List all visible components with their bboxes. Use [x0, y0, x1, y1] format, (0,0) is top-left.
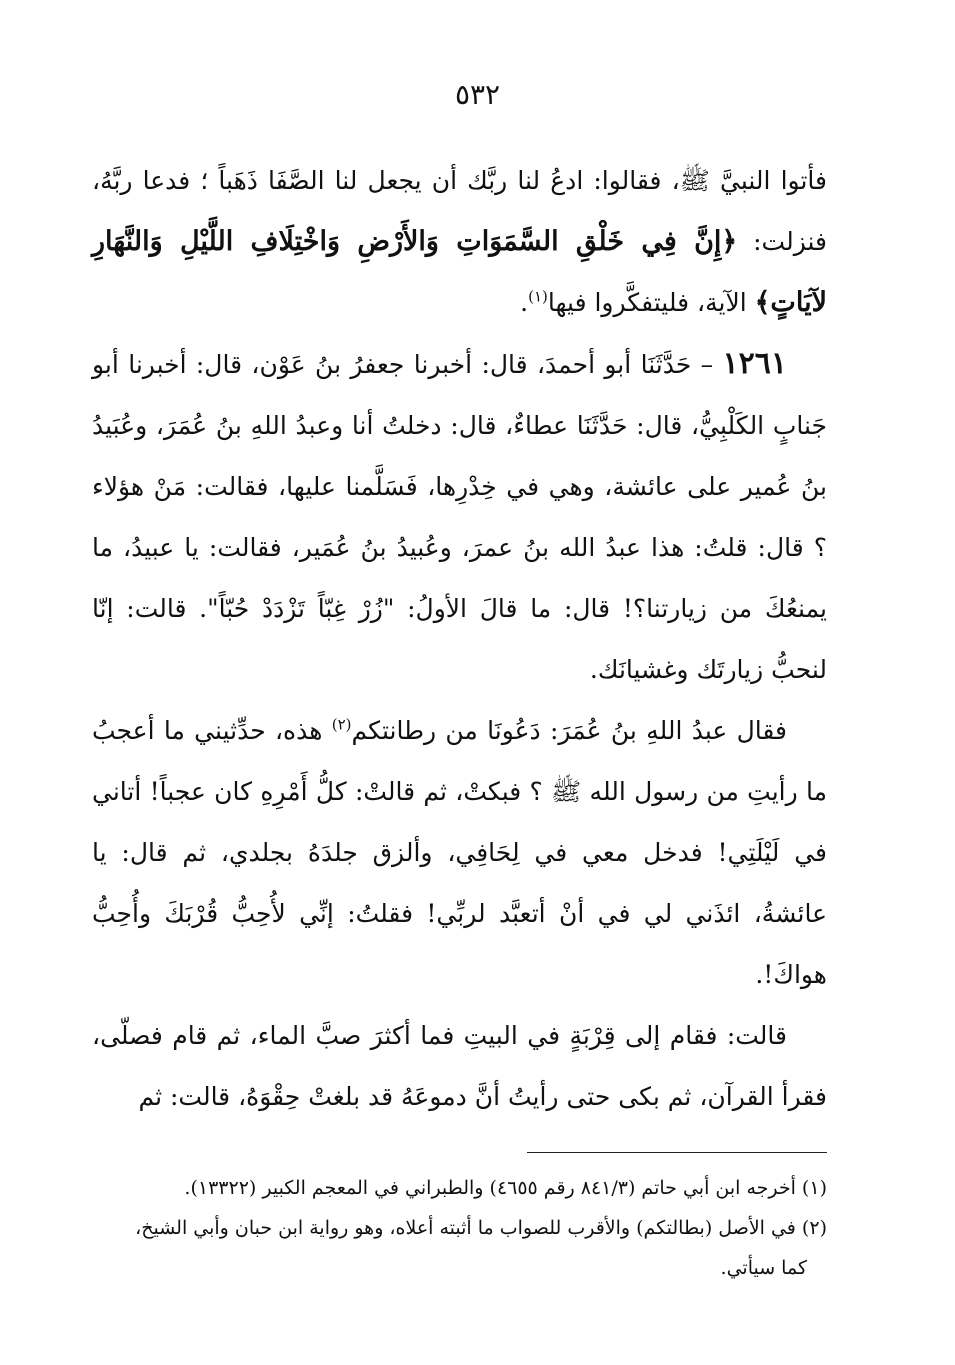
paragraph-1-text-a: فأتوا النبيَّ ﷺ، فقالوا: ادعُ لنا ربَّك أن يجعل لنا الصَّفَا ذَهَباً ؛ فدعا ربَّهُ، فنزلت: [92, 166, 827, 256]
footnote-ref-2: (٢) [331, 715, 352, 734]
paragraph-1-text-b: الآية، فليتفكَّروا فيها [547, 288, 755, 317]
paragraph-3 [92, 700, 827, 1005]
quran-verse: ﴿إِنَّ فِي خَلْقِ السَّمَوَاتِ وَالأَرْضِ وَاخْتِلَافِ اللَّيْلِ وَالنَّهَارِ لآيَاتٍ﴾ [92, 226, 827, 318]
paragraph-2 [92, 333, 827, 700]
footnote-ref-1: (١) [528, 287, 548, 306]
footnote-2-continued: كما سيأتي. [720, 1257, 807, 1279]
footnote-divider [527, 1152, 827, 1153]
paragraph-3-text-a: فقال عبدُ اللهِ بنُ عُمَرَ: دَعُونَا من رطانتكم [351, 716, 787, 745]
paragraph-4 [92, 1005, 827, 1127]
paragraph-2-text: – حَدَّثَنَا أبو أحمدَ، قال: أخبرنا جعفرُ بنُ عَوْن، قال: أخبرنا أبو جَنابٍ الكَلْبِيُّ، قال: حَدَّثَنَا عطاءٌ، قال: دخلتُ أنا وعبدُ اللهِ بنُ عُمَرَ، وعُبَيدُ بنُ عُمير على عائشة، وهي في خِدْرِها، فَسَلَّمنا عليها، فقالت: مَنْ هؤلاء ؟ قال: قلتُ: هذا عبدُ الله بنُ عمرَ، وعُبيدُ بنُ عُمَير، فقالت: يا عبيدُ، ما يمنعُكَ من زيارتنا؟! قال: ما قالَ الأولُ: "زُرْ غِبّاً تَزْدَدْ حُبّاً". قالت: إنّا لنحبُّ زيارتَك وغشيانَك. [92, 350, 827, 684]
footnote-2: (٢) في الأصل (بطالتكم) والأقرب للصواب ما أثبته أعلاه، وهو رواية ابن حبان وأبي الشيخ، [135, 1217, 827, 1239]
paragraph-3-text-b: هذه، حدِّثيني ما أعجبُ ما رأيتِ من رسول الله ﷺ ؟ فبكتْ، ثم قالتْ: كلُّ أَمْرِهِ كان عجباً! أتاني في لَيْلَتِي! فدخل معي في لِحَافِي، وألزق جلدَهُ بجلدي، ثم قال: يا عائشةُ، ائذَني لي في أنْ أتعبَّد لربِّي! فقلتُ: إنِّي لأُحِبُّ قُرْبَكَ وأُحِبُّ هواكَ!. [92, 716, 827, 989]
paragraph-4-text: قالت: فقام إلى قِرْبَةٍ في البيتِ فما أكثرَ صبَّ الماء، ثم قام فصلّى، فقرأ القرآن، ثم بكى حتى رأيتُ أنَّ دموعَهُ قد بلغتْ حِقْوَهُ، قالت: ثم [92, 1021, 827, 1111]
page-number: ٥٣٢ [454, 78, 501, 111]
main-text [92, 150, 827, 1127]
paragraph-1-end: . [520, 288, 529, 317]
paragraph-1 [92, 150, 827, 333]
footnote-1: (١) أخرجه ابن أبي حاتم (٨٤١/٣ رقم ٤٦٥٥) والطبراني في المعجم الكبير (١٣٣٢٢). [184, 1177, 827, 1199]
footnotes [92, 1168, 827, 1288]
hadith-number: ١٢٦١ [722, 346, 787, 381]
